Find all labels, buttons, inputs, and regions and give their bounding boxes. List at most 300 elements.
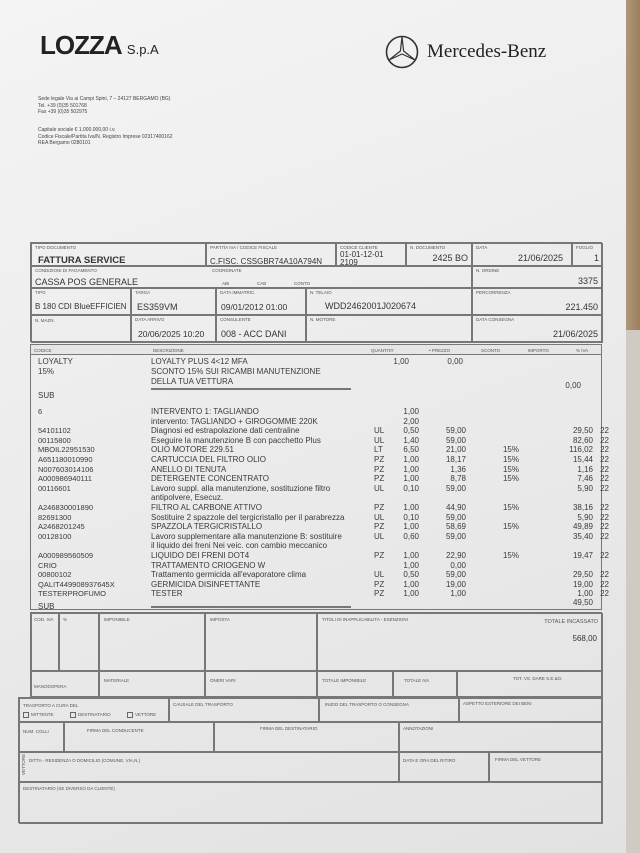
label: DATA E ORA DEL RITIRO xyxy=(403,758,456,763)
item-qty: 0,50 xyxy=(403,426,419,436)
consultant: 008 - ACC DANI xyxy=(221,329,287,339)
item-code: N007603014106 xyxy=(38,464,94,474)
items-table xyxy=(30,344,609,611)
item-discount: 15% xyxy=(502,455,519,464)
item-price: 22,90 xyxy=(445,551,466,560)
item-description: antipolvere, Esecuz. xyxy=(151,493,224,503)
item-unit: PZ xyxy=(374,551,385,560)
oneri-cell xyxy=(205,671,317,698)
subtotal-row xyxy=(31,598,631,611)
item-vat: 22 xyxy=(600,551,609,560)
field-data-immatric xyxy=(216,288,306,315)
item-description: FILTRO AL CARBONE ATTIVO xyxy=(151,503,262,512)
item-price: 1,00 xyxy=(450,589,466,599)
table-row xyxy=(31,407,631,417)
aspetto-cell xyxy=(459,698,603,722)
label: DESTINATARIO (SE DIVERSO DA CLIENTE) xyxy=(23,786,115,791)
item-code: MBOIL22951530 xyxy=(38,445,95,455)
item-code: 00128100 xyxy=(38,531,72,541)
table-row xyxy=(31,436,631,446)
checkbox-vettore[interactable] xyxy=(127,712,156,718)
table-row xyxy=(31,551,631,561)
label: INIZIO DEL TRASPORTO O CONSEGNA xyxy=(325,702,409,707)
label: DATA ARRIVO xyxy=(135,317,165,322)
label: DATA CONSEGNA xyxy=(476,317,515,322)
company-address xyxy=(38,96,170,116)
item-qty: 1,00 xyxy=(403,589,419,599)
customer-code-2: 2109 xyxy=(340,258,358,267)
item-code: 6 xyxy=(38,407,43,416)
label: TRASPORTO A CURA DEL xyxy=(23,703,79,708)
table-row xyxy=(31,484,631,494)
item-vat: 22 xyxy=(600,464,609,474)
item-code: 00116601 xyxy=(38,483,71,493)
item-code: TESTERPROFUMO xyxy=(38,589,106,599)
legal-line: Capitale sociale € 1.000.000,00 i.v. xyxy=(38,127,116,133)
item-discount: 15% xyxy=(502,464,519,474)
arrival-date: 20/06/2025 10:20 xyxy=(138,329,205,339)
checkbox-destinatario[interactable] xyxy=(70,712,111,718)
item-code: 54101102 xyxy=(38,426,71,436)
mercedes-benz-logo xyxy=(385,35,546,69)
item-description: CARTUCCIA DEL FILTRO OLIO xyxy=(151,455,266,464)
table-row xyxy=(31,445,631,455)
item-description: Eseguire la manutenzione B con pacchetto Plus xyxy=(151,435,321,445)
field-foglio xyxy=(572,243,603,266)
table-row xyxy=(31,417,631,427)
item-unit: UL xyxy=(374,512,385,522)
field-consulente xyxy=(216,315,306,343)
item-unit: PZ xyxy=(374,464,385,474)
item-qty: 2,00 xyxy=(403,416,419,426)
phone-line: Tel. +39 (0)35 501768 xyxy=(38,102,87,109)
colli-cell xyxy=(19,722,64,752)
checkbox-icon xyxy=(23,712,29,718)
payment-terms: CASSA POS GENERALE xyxy=(35,277,139,287)
item-description: OLIO MOTORE 229.51 xyxy=(151,445,234,455)
item-amount: 5,90 xyxy=(577,512,593,522)
fax-line: Fax +39 (0)35 502975 xyxy=(38,109,88,115)
item-description: TRATTAMENTO CRIOGENO W xyxy=(151,560,266,570)
item-unit: PZ xyxy=(374,455,385,464)
label: ANNOTAZIONI xyxy=(403,726,434,731)
transport-section xyxy=(18,697,602,823)
item-amount: 82,60 xyxy=(572,435,593,445)
field-percorrenza xyxy=(472,288,603,315)
label: ONERI VARI xyxy=(210,678,236,683)
item-price: 18,17 xyxy=(445,455,466,464)
label: MATERIALE xyxy=(104,678,130,683)
label: COD. IVA xyxy=(34,617,54,622)
subtotal-amount: 49,50 xyxy=(572,598,593,607)
column-codice: CODICE xyxy=(34,348,52,353)
item-unit: UL xyxy=(374,426,385,436)
field-n-mazn xyxy=(31,315,131,343)
logo-suffix: S.p.A xyxy=(126,42,159,57)
subtotal-amount: 0,00 xyxy=(565,381,581,390)
item-amount: 116,02 xyxy=(569,445,593,455)
total-collected: 568,00 xyxy=(572,634,597,643)
tax-code: C.FISC. CSSGBR74A10A794N xyxy=(210,257,323,266)
inizio-cell xyxy=(319,698,459,722)
item-qty: 0,50 xyxy=(403,570,419,580)
loyalty-row xyxy=(31,377,631,390)
item-vat: 22 xyxy=(600,426,609,436)
table-row xyxy=(31,532,631,542)
item-description: DETERGENTE CONCENTRATO xyxy=(151,474,269,484)
item-amount: 1,00 xyxy=(577,589,593,599)
item-qty: 1,00 xyxy=(403,407,419,416)
label: IMPONIBILE xyxy=(104,617,130,622)
table-row xyxy=(31,522,631,532)
firma-vettore-cell xyxy=(489,752,603,782)
item-description: Diagnosi ed estrapolazione dati centraline xyxy=(151,426,300,436)
legal-line: REA Bergamo 0280101 xyxy=(38,140,91,146)
column-prezzo: • PREZZO xyxy=(429,348,451,353)
table-row xyxy=(31,561,631,571)
item-unit: UL xyxy=(374,435,385,445)
item-qty: 1,00 xyxy=(393,357,409,366)
annotazioni-cell xyxy=(399,722,603,752)
label: MANODOPERA xyxy=(34,684,67,689)
item-discount: 15% xyxy=(502,551,519,560)
item-qty: 6,50 xyxy=(403,445,419,455)
column-importo: IMPORTO xyxy=(528,348,549,353)
page-number: 1 xyxy=(593,253,599,263)
item-price: 0,00 xyxy=(447,357,463,366)
table-row xyxy=(31,570,631,580)
item-code: A000989560509 xyxy=(38,551,94,560)
subtotal-row xyxy=(31,391,631,401)
item-unit: PZ xyxy=(374,579,385,589)
item-price: 21,00 xyxy=(445,445,466,455)
loyalty-row xyxy=(31,357,631,367)
label: PERCORRENZA xyxy=(476,290,511,295)
table-row xyxy=(31,503,631,513)
label: FIRMA DEL CONDUCENTE xyxy=(87,728,144,733)
item-amount: 35,40 xyxy=(572,531,593,541)
item-unit: UL xyxy=(374,570,385,580)
field-n-ordine xyxy=(472,266,603,288)
item-qty: 1,00 xyxy=(403,579,419,589)
document-number: 2425 BO xyxy=(432,253,468,263)
item-qty: 0,10 xyxy=(403,512,419,522)
item-description: SCONTO 15% SUI RICAMBI MANUTENZIONE xyxy=(151,367,321,376)
item-code: A246830001890 xyxy=(38,503,94,512)
label: DITTA - RESIDENZA O DOMICILIO (COMUNE, VIA,N.) xyxy=(29,758,141,763)
item-price: 44,90 xyxy=(445,503,466,512)
label: CAUSALE DEL TRASPORTO xyxy=(173,702,233,707)
item-price: 1,36 xyxy=(450,464,466,474)
label: CONDIZIONI DI PAGAMENTO xyxy=(35,268,97,273)
item-vat: 22 xyxy=(600,512,609,522)
label: FOGLIO xyxy=(576,245,594,250)
item-qty: 1,00 xyxy=(403,522,419,532)
table-row xyxy=(31,474,631,484)
column-quantita: QUANTITA' xyxy=(371,348,395,353)
item-vat: 22 xyxy=(600,435,609,445)
delivery-date: 21/06/2025 xyxy=(552,329,598,339)
item-discount: 15% xyxy=(502,503,519,512)
sub-label: SUB xyxy=(38,602,55,611)
item-description: il liquido dei freni Nei veic. con cambio meccanico xyxy=(151,541,328,551)
legal-line: Codice Fiscale/Partita Iva/N. Registro Imprese 02317400162 xyxy=(38,133,173,140)
item-description: INTERVENTO 1: TAGLIANDO xyxy=(151,407,259,416)
label: TOTALE IMPONIBILE xyxy=(322,678,367,683)
item-price: 59,00 xyxy=(445,512,466,522)
vehicle-model: B 180 CDI BlueEFFICIEN xyxy=(35,302,127,311)
item-vat: 22 xyxy=(600,579,609,589)
subtotal-rule xyxy=(151,388,351,390)
table-row xyxy=(31,455,631,465)
firma-destinatario-cell xyxy=(214,722,399,752)
item-amount: 29,50 xyxy=(572,570,593,580)
cod-iva-cell xyxy=(31,613,59,671)
item-price: 8,78 xyxy=(450,474,466,484)
item-price: 59,00 xyxy=(445,426,466,436)
license-plate: ES359VM xyxy=(137,302,178,312)
field-codice-cliente xyxy=(336,243,406,266)
data-ritiro-cell xyxy=(399,752,489,782)
item-code: LOYALTY xyxy=(38,357,73,366)
label: FIRMA DEL VETTORE xyxy=(495,757,542,762)
item-code: A2468201245 xyxy=(38,522,85,532)
trasporto-cell xyxy=(19,698,169,722)
item-unit: PZ xyxy=(374,522,385,532)
item-description: Sostituire 2 spazzole del tergicristallo per il parabrezza xyxy=(151,512,345,522)
label: CONSULENTE xyxy=(220,317,251,322)
item-vat: 22 xyxy=(600,455,609,464)
item-code: 00115800 xyxy=(38,435,71,445)
item-description: LOYALTY PLUS 4<12 MFA xyxy=(151,357,248,366)
column-sconto: SCONTO xyxy=(481,348,501,353)
item-vat: 22 xyxy=(600,503,609,512)
checkbox-mittente[interactable] xyxy=(23,712,54,718)
item-vat: 22 xyxy=(600,531,609,541)
address-line: Sede legale Via ai Campi Spini, 7 – 24127 BERGAMO (BG) xyxy=(38,96,171,102)
item-vat: 22 xyxy=(600,589,609,599)
item-qty: 1,00 xyxy=(403,474,419,484)
company-legal xyxy=(38,127,173,147)
table-row xyxy=(31,426,631,436)
item-amount: 1,16 xyxy=(577,464,593,474)
item-code: 00800102 xyxy=(38,570,72,580)
item-amount: 7,46 xyxy=(577,474,593,484)
causale-cell xyxy=(169,698,319,722)
label: FIRMA DEL DESTINATARIO xyxy=(260,726,318,731)
imponibile-cell xyxy=(99,613,205,671)
label: TARGA xyxy=(135,290,151,295)
item-price: 59,00 xyxy=(445,570,466,580)
item-price: 59,00 xyxy=(445,531,466,541)
label: CODICE CLIENTE xyxy=(340,245,378,250)
totale-iva-cell xyxy=(393,671,457,698)
checkbox-icon xyxy=(70,712,76,718)
totals-section xyxy=(30,612,602,697)
item-qty: 1,40 xyxy=(403,435,419,445)
brand-name: Mercedes-Benz xyxy=(427,41,547,62)
label: N. ORDINE xyxy=(476,268,500,273)
totale-imponibile-cell xyxy=(317,671,393,698)
item-vat: 22 xyxy=(600,474,609,484)
imposta-cell xyxy=(205,613,317,671)
label: N. DOCUMENTO xyxy=(410,245,446,250)
item-code: QALIT449908937645X xyxy=(38,579,115,589)
item-description: TESTER xyxy=(151,589,183,599)
table-row xyxy=(31,493,631,503)
item-code: 15% xyxy=(38,367,55,376)
label: DATA IMMATRIC. xyxy=(220,290,256,295)
label: ABI xyxy=(222,281,230,286)
label: TIPO DOCUMENTO xyxy=(35,245,77,250)
label: DESTINATARIO xyxy=(78,712,111,718)
column-iva: % IVA xyxy=(576,348,589,353)
field-n-documento xyxy=(406,243,472,266)
field-condizioni xyxy=(31,266,472,288)
item-unit: PZ xyxy=(374,503,385,512)
item-amount: 19,47 xyxy=(572,551,593,560)
lozza-logo xyxy=(40,30,159,61)
loyalty-row xyxy=(31,367,631,377)
label: VETTORE xyxy=(21,753,26,775)
item-qty: 1,00 xyxy=(403,551,419,560)
mercedes-star-icon xyxy=(385,35,419,69)
item-unit: PZ xyxy=(374,474,385,484)
document-type: FATTURA SERVICE xyxy=(38,255,126,266)
item-code: 82691300 xyxy=(38,512,72,522)
label: TITOLI DI INAPPLICABILITA - ESENZIONI xyxy=(322,617,408,622)
registration-date: 09/01/2012 01:00 xyxy=(221,302,288,312)
item-price: 58,69 xyxy=(445,522,466,532)
item-unit: LT xyxy=(374,445,383,455)
item-description: GERMICIDA DISINFETTANTE xyxy=(151,579,261,589)
item-unit: UL xyxy=(374,483,385,493)
document-header-form xyxy=(30,242,602,342)
label: COORDINATE xyxy=(212,268,242,273)
item-price: 59,00 xyxy=(445,483,466,493)
label: N. TELAIO xyxy=(310,290,332,295)
label: DATA xyxy=(476,245,488,250)
sub-label: SUB xyxy=(38,391,55,400)
label: CAB xyxy=(257,281,267,286)
table-row xyxy=(31,541,631,551)
table-row xyxy=(31,513,631,523)
label: N. MAZN. xyxy=(35,318,55,323)
label: TIPO xyxy=(35,290,46,295)
item-qty: 0,10 xyxy=(403,483,419,493)
field-telaio xyxy=(306,288,472,315)
item-discount: 15% xyxy=(502,474,519,484)
field-tipo xyxy=(31,288,131,315)
field-piva xyxy=(206,243,336,266)
label: CONTO xyxy=(294,281,311,286)
totale-incassato-cell xyxy=(317,613,603,671)
label: TOTALE IVA xyxy=(404,678,430,683)
label: % xyxy=(63,617,68,622)
item-qty: 1,00 xyxy=(403,503,419,512)
table-row xyxy=(31,580,631,590)
item-amount: 19,00 xyxy=(572,579,593,589)
item-description: Trattamento germicida all'evaporatore clima xyxy=(151,570,307,580)
item-code: A000986940111 xyxy=(38,474,92,484)
item-vat: 22 xyxy=(600,522,609,532)
item-description: LIQUIDO DEI FRENI DOT4 xyxy=(151,551,250,560)
tot-dare-cell xyxy=(457,671,603,698)
item-description: intervento: TAGLIANDO + GIROGOMME 220K xyxy=(151,416,318,426)
chassis-number: WDD2462001J020674 xyxy=(325,301,417,311)
item-description: Lavoro supplementare alla manutenzione B: sostituire xyxy=(151,531,342,541)
item-amount: 29,50 xyxy=(572,426,593,436)
label: TOT. VS. DARE S.E.&O. xyxy=(513,676,563,681)
destinatario-cell xyxy=(19,782,603,824)
item-amount: 15,44 xyxy=(572,455,593,464)
column-descrizione: DESCRIZIONE xyxy=(153,348,184,353)
order-number: 3375 xyxy=(577,276,598,286)
table-row xyxy=(31,465,631,475)
item-qty: 1,00 xyxy=(403,560,419,570)
logo-text: LOZZA xyxy=(40,30,121,60)
item-discount: 15% xyxy=(502,445,519,455)
item-price: 0,00 xyxy=(450,560,466,570)
item-description: ANELLO DI TENUTA xyxy=(151,464,227,474)
item-qty: 1,00 xyxy=(403,464,419,474)
field-data xyxy=(472,243,572,266)
item-unit: UL xyxy=(374,531,385,541)
materiale-cell xyxy=(99,671,205,698)
items-header xyxy=(31,345,601,355)
item-unit: PZ xyxy=(374,589,385,599)
label: VETTORE xyxy=(135,712,157,718)
ditta-cell xyxy=(19,752,399,782)
customer-code: 01-01-12-01 xyxy=(340,250,384,259)
perc-cell xyxy=(59,613,99,671)
label: IMPOSTA xyxy=(210,617,230,622)
label: NUM. COLLI xyxy=(23,729,49,734)
item-qty: 0,60 xyxy=(403,531,419,541)
item-qty: 1,00 xyxy=(403,455,419,464)
field-tipo-documento xyxy=(31,243,206,266)
item-price: 19,00 xyxy=(445,579,466,589)
field-motore xyxy=(306,315,472,343)
item-amount: 38,16 xyxy=(572,503,593,512)
item-amount: 49,89 xyxy=(572,522,593,532)
field-data-consegna xyxy=(472,315,603,343)
item-code: A651180010990 xyxy=(38,455,93,464)
item-price: 59,00 xyxy=(445,435,466,445)
item-vat: 22 xyxy=(600,445,609,455)
item-description: Lavoro suppl. alla manutenzione, sostituzione filtro xyxy=(151,483,331,493)
checkbox-icon xyxy=(127,712,133,718)
label: N. MOTORE xyxy=(310,317,336,322)
firma-conducente-cell xyxy=(64,722,214,752)
label: TOTALE INCASSATO xyxy=(544,619,598,625)
item-vat: 22 xyxy=(600,483,609,493)
manodopera-cell xyxy=(31,671,99,698)
field-data-arrivo xyxy=(131,315,216,343)
item-description: DELLA TUA VETTURA xyxy=(151,377,234,386)
item-discount: 15% xyxy=(502,522,519,532)
item-description: SPAZZOLA TERGICRISTALLO xyxy=(151,522,263,532)
field-targa xyxy=(131,288,216,315)
item-code: CRIO xyxy=(38,560,57,570)
item-vat: 22 xyxy=(600,570,609,580)
document-date: 21/06/2025 xyxy=(517,253,563,263)
label: MITTENTE xyxy=(31,712,54,718)
label: ASPETTO ESTERIORE DEI BENI xyxy=(463,701,532,706)
mileage: 221.450 xyxy=(565,302,598,312)
item-amount: 5,90 xyxy=(577,483,593,493)
label: PARTITA IVA / CODICE FISCALE xyxy=(210,245,278,250)
